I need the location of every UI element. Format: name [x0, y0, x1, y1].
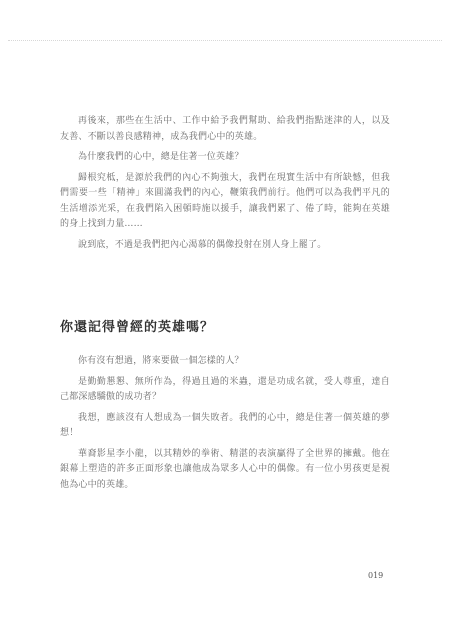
paragraph: 說到底，不過是我們把內心渴慕的偶像投射在別人身上罷了。: [78, 239, 327, 250]
section-heading: 你還記得曾經的英雄嗎？: [60, 320, 215, 335]
paragraph: 你有沒有想過，將來要做一個怎樣的人？: [78, 356, 244, 366]
header-rule: [8, 40, 442, 41]
paragraph: 再後來，那些在生活中、工作中給予我們幫助、給我們指點迷津的人，以及友善、不斷以善良感精神，成為我們心中的英雄。: [60, 116, 390, 142]
paragraph: 是勤勤懇懇、無所作為，得過且過的米蟲，還是功成名就，受人尊重，達自己都深感驕傲的成功者？: [60, 376, 390, 402]
paragraph: 歸根究柢，是源於我們的內心不夠強大，我們在現實生活中有所缺憾，但我們需要一些「精神」來圓滿我們的內心，鞭策我們前行。他們可以為我們平凡的生活增添光采，在我們陷入困頓時施以援手，讓我們累了、倦了時，能夠在英雄的身上找到力量……: [60, 172, 390, 229]
paragraph: 為什麼我們的心中，總是住著一位英雄？: [78, 152, 244, 162]
paragraph: 我想，應該沒有人想成為一個失敗者。我們的心中，總是住著一個英雄的夢想！: [60, 412, 390, 438]
page-number: 019: [368, 571, 384, 580]
section-1-text: [60, 114, 390, 258]
paragraph: 華裔影星李小龍，以其精妙的拳術、精湛的表演贏得了全世界的擁戴。他在銀幕上塑造的許多正面形象也讓他成為眾多人心中的偶像。有一位小男孩更是視他為心中的英雄。: [60, 448, 390, 490]
section-2-text: [60, 354, 390, 498]
